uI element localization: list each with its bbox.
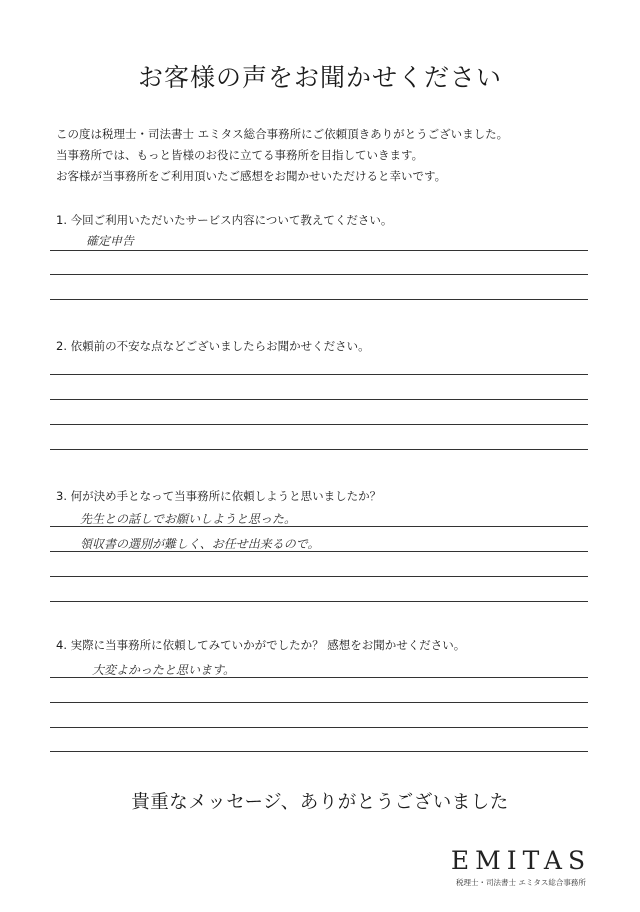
intro-text: [56, 124, 616, 187]
company-logo: [446, 846, 596, 888]
answer-line: [50, 526, 588, 527]
answer-line: [50, 576, 588, 577]
answer-line: [50, 274, 588, 275]
intro-line: この度は税理士・司法書士 エミタス総合事務所にご依頼頂きありがとうございました。: [56, 127, 509, 141]
question-2-label: 2. 依頼前の不安な点などございましたらお聞かせください。: [56, 339, 370, 353]
answer-line: [50, 677, 588, 678]
answer-line: [50, 399, 588, 400]
answer-line: [50, 551, 588, 552]
answer-line: [50, 424, 588, 425]
question-1-label: 1. 今回ご利用いただいたサービス内容について教えてください。: [56, 213, 393, 227]
answer-line: [50, 601, 588, 602]
page-title: お客様の声をお聞かせください: [137, 63, 502, 92]
answer-line: [50, 299, 588, 300]
answer-line: [50, 751, 588, 752]
question-3-answer-line-1: 先生との話しでお願いしようと思った。: [80, 512, 297, 526]
question-3-answer-line-2: 領収書の選別が難しく、お任せ出来るので。: [80, 537, 320, 551]
answer-line: [50, 702, 588, 703]
intro-line: 当事務所では、もっと皆様のお役に立てる事務所を目指していきます。: [56, 148, 424, 162]
question-3-label: 3. 何が決め手となって当事務所に依頼しようと思いましたか？: [56, 489, 382, 503]
answer-line: [50, 374, 588, 375]
question-4-answer-line-1: 大変よかったと思います。: [92, 663, 236, 677]
logo-subtitle: 税理士・司法書士 エミタス総合事務所: [456, 878, 586, 887]
answer-line: [50, 250, 588, 251]
logo-name: EMITAS: [450, 846, 592, 875]
question-1-answer-line-1: 確定申告: [86, 234, 135, 248]
intro-line: お客様が当事務所をご利用頂いたご感想をお聞かせいただけると幸いです。: [56, 169, 447, 183]
question-4-label: 4. 実際に当事務所に依頼してみていかがでしたか？ 感想をお聞かせください。: [56, 638, 466, 652]
answer-line: [50, 727, 588, 728]
answer-line: [50, 449, 588, 450]
closing-message: 貴重なメッセージ、ありがとうございました: [131, 792, 509, 813]
